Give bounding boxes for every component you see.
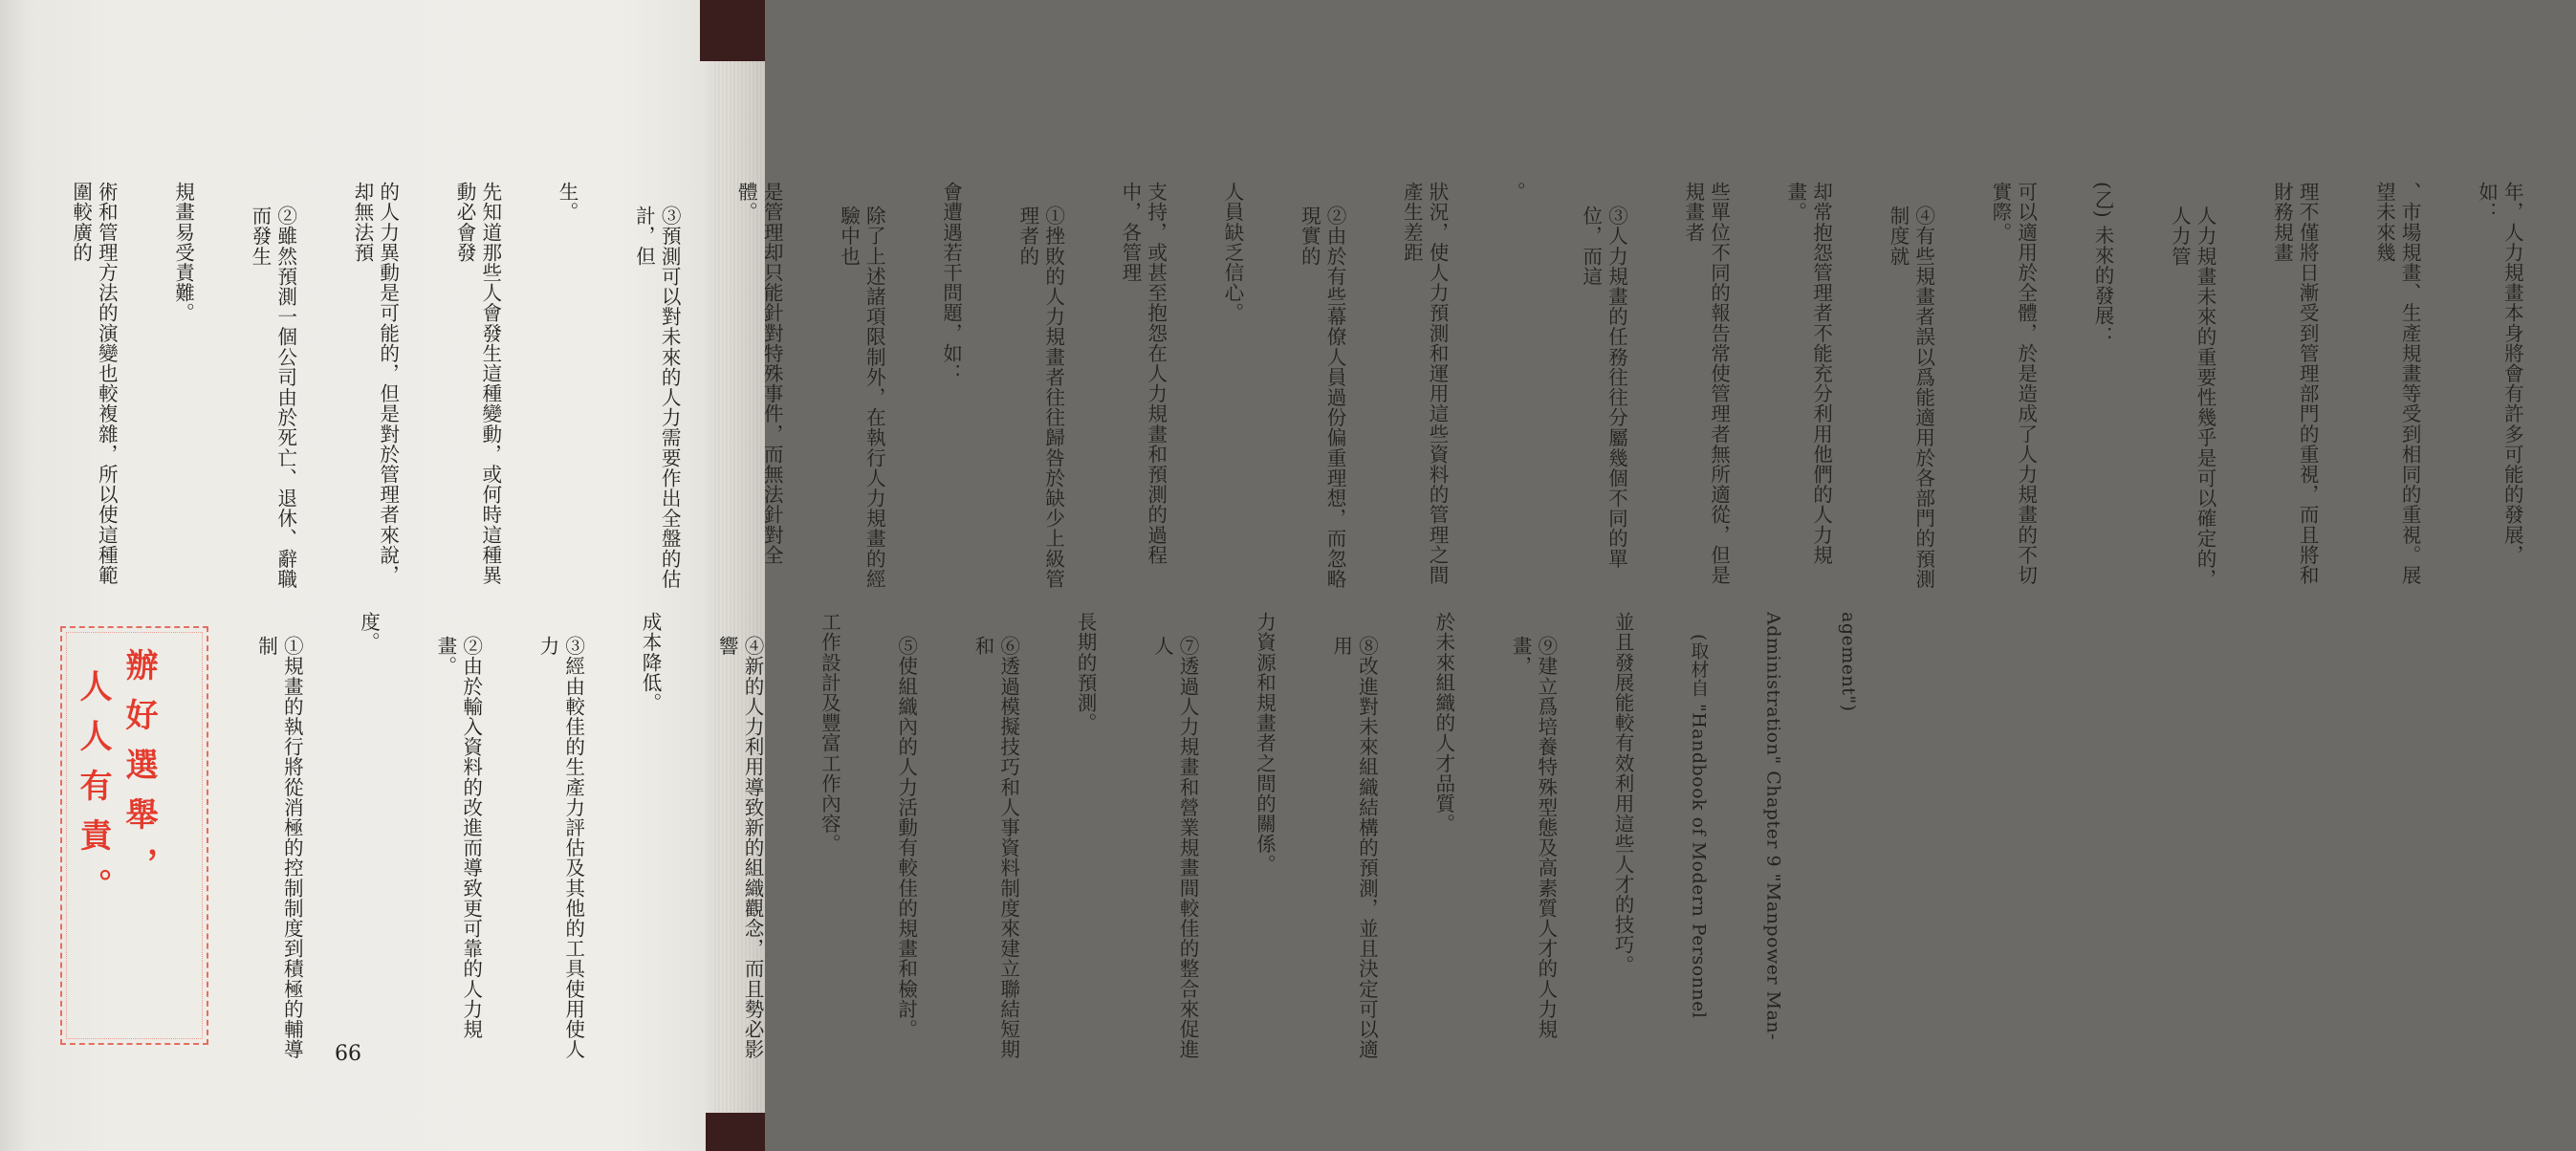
text-column: 是管理却只能針對特殊事件，而無法針對全體。 — [734, 182, 784, 565]
text-column: 並且發展能較有效利用這些人才的技巧。 — [1611, 612, 1635, 975]
text-column: 力資源和規畫者之間的關係。 — [1253, 612, 1277, 875]
text-column: 却常抱怨管理者不能充分利用他們的人力規畫。 — [1783, 182, 1833, 565]
text-column: 支持，或甚至抱怨在人力規畫和預測的過程中，各管理 — [1118, 182, 1168, 565]
text-column: 可以適用於全體，於是造成了人力規畫的不切實際。 — [1988, 182, 2038, 585]
text-column: 度。 — [357, 612, 381, 653]
text-column: 、市場規畫、生產規畫等受到相同的重視。展望未來幾 — [2372, 182, 2422, 585]
text-column: ⑧改進對未來組織結構的預測，並且決定可以適用 — [1329, 635, 1379, 1059]
upper-text-block — [42, 182, 2576, 595]
text-column: 生。 — [556, 182, 579, 223]
text-column: 人員缺乏信心。 — [1220, 182, 1244, 323]
slogan-line-1: 辦好選舉， — [120, 648, 158, 897]
book-cover-top — [700, 0, 765, 61]
text-column: 除了上述諸項限制外，在執行人力規畫的經驗中也 — [837, 205, 886, 589]
text-column: 年，人力規畫本身將會有許多可能的發展，如： — [2475, 182, 2524, 565]
text-column: 先知道那些人會發生這種變動，或何時這種異動必會發 — [453, 182, 502, 585]
slogan-line-2: 人人有責。 — [74, 669, 112, 918]
citation-line: agement") — [1837, 612, 1859, 712]
text-column: 規畫易受責難。 — [171, 182, 195, 323]
text-column: 成本降低。 — [639, 612, 663, 713]
text-column: 術和管理方法的演變也較複雜，所以使這種範圍較廣的 — [69, 182, 119, 585]
citation-line: Administration" Chapter 9 "Manpower Man- — [1762, 612, 1784, 1041]
text-column: 些單位不同的報告常使管理者無所適從，但是規畫者 — [1681, 182, 1731, 585]
text-column: ④新的人力利用導致新的組織觀念，而且勢必影響 — [715, 635, 765, 1059]
text-column: ⑨建立爲培養特殊型態及高素質人才的人力規畫， — [1509, 635, 1558, 1039]
text-column: ⑥透過模擬技巧和人事資料制度來建立聯結短期和 — [971, 635, 1020, 1059]
text-column: ⑦透過人力規畫和營業規畫間較佳的整合來促進人 — [1150, 635, 1200, 1059]
citation-line: (取材自 "Handbook of Modern Personnel — [1688, 633, 1710, 1019]
section-heading: (乙) 未來的發展： — [2091, 182, 2115, 346]
text-column: 長期的預測。 — [1074, 612, 1098, 733]
text-column: 狀況，使人力預測和運用這些資料的管理之間產生差距 — [1400, 182, 1450, 585]
book-cover-bottom — [706, 1113, 765, 1151]
text-column: ④有些規畫者誤以爲能適用於各部門的預測制度就 — [1886, 205, 1935, 589]
text-column: ①挫敗的人力規畫者往往歸咎於缺少上級管理者的 — [1015, 205, 1065, 589]
text-column: ⑤使組織內的人力活動有較佳的規畫和檢討。 — [894, 635, 918, 1039]
text-column: 工作設計及豐富工作內容。 — [818, 612, 841, 855]
text-column: ③預測可以對未來的人力需要作出全盤的估計，但 — [632, 205, 682, 589]
text-column: ③經由較佳的生產力評估及其他的工具使用使人力 — [535, 635, 585, 1059]
text-column: 的人力異動是可能的，但是對於管理者來說，却無法預 — [350, 182, 400, 585]
text-column: ②由於輸入資料的改進而導致更可靠的人力規畫。 — [433, 635, 483, 1039]
text-column: 會遭遇若干問題，如： — [939, 182, 963, 383]
text-column: 於未來組織的人才品質。 — [1431, 612, 1455, 835]
text-column: ②雖然預測一個公司由於死亡、退休、辭職而發生 — [248, 205, 297, 589]
text-column: 理不僅將日漸受到管理部門的重視，而且將和財務規畫 — [2270, 182, 2320, 585]
text-column: ②由於有些幕僚人員過份偏重理想，而忽略現實的 — [1298, 205, 1347, 589]
text-column: 人力規畫未來的重要性幾乎是可以確定的，人力管 — [2168, 205, 2217, 589]
lower-text-block — [228, 612, 1910, 1071]
page-number: 66 — [335, 1042, 361, 1066]
text-column: ③人力規畫的任務往往分屬幾個不同的單位，而這 — [1579, 205, 1628, 569]
text-column: 。 — [1502, 182, 1526, 203]
text-column: ①規畫的執行將從消極的控制制度到積極的輔導制 — [254, 635, 304, 1059]
